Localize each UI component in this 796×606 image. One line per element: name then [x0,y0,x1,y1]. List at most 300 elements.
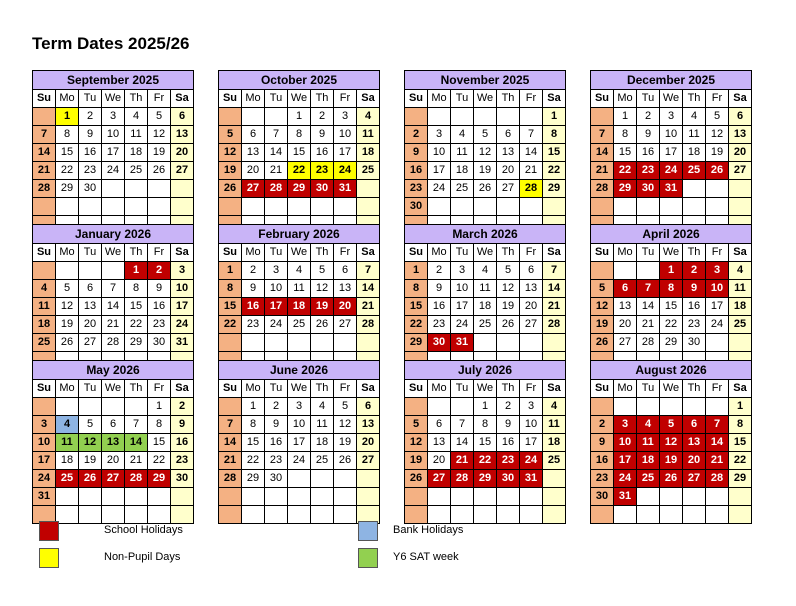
empty-day-cell [125,198,148,216]
empty-day-cell [591,262,614,280]
day-cell: 8 [729,416,752,434]
day-cell: 4 [125,108,148,126]
day-cell: 10 [614,434,637,452]
empty-day-cell [265,488,288,506]
weekday-header: Su [219,90,242,108]
day-cell: 6 [683,416,706,434]
empty-day-cell [288,506,311,524]
day-cell: 19 [311,298,334,316]
day-cell: 27 [242,180,265,198]
empty-day-cell [357,334,380,352]
day-cell: 13 [79,298,102,316]
day-cell: 22 [729,452,752,470]
day-cell: 14 [543,280,566,298]
day-cell: 25 [683,162,706,180]
day-cell: 5 [497,262,520,280]
day-cell: 14 [265,144,288,162]
day-cell: 4 [451,126,474,144]
day-cell: 20 [497,162,520,180]
day-cell: 2 [148,262,171,280]
empty-day-cell [706,180,729,198]
weekday-header: Th [497,90,520,108]
day-cell: 10 [520,416,543,434]
day-cell: 15 [219,298,242,316]
empty-day-cell [311,334,334,352]
day-cell: 3 [428,126,451,144]
empty-day-cell [171,198,194,216]
empty-day-cell [591,506,614,524]
day-cell: 20 [683,452,706,470]
day-cell: 24 [102,162,125,180]
day-cell: 11 [729,280,752,298]
weekday-header: We [288,244,311,262]
day-cell: 27 [428,470,451,488]
day-cell: 28 [637,334,660,352]
day-cell: 14 [219,434,242,452]
empty-day-cell [591,198,614,216]
weekday-header: We [660,244,683,262]
day-cell: 7 [706,416,729,434]
day-cell: 8 [219,280,242,298]
day-cell: 1 [125,262,148,280]
empty-day-cell [242,198,265,216]
day-cell: 30 [428,334,451,352]
day-cell: 7 [591,126,614,144]
empty-day-cell [474,334,497,352]
empty-day-cell [171,488,194,506]
day-cell: 20 [79,316,102,334]
day-cell: 3 [334,108,357,126]
day-cell: 13 [334,280,357,298]
weekday-header: Tu [265,380,288,398]
day-cell: 28 [125,470,148,488]
empty-day-cell [706,198,729,216]
weekday-header: Mo [56,380,79,398]
day-cell: 23 [428,316,451,334]
day-cell: 14 [637,298,660,316]
empty-day-cell [56,198,79,216]
day-cell: 23 [683,316,706,334]
day-cell: 23 [171,452,194,470]
day-cell: 5 [405,416,428,434]
empty-day-cell [474,506,497,524]
day-cell: 10 [334,126,357,144]
empty-day-cell [56,488,79,506]
day-cell: 30 [311,180,334,198]
day-cell: 19 [474,162,497,180]
weekday-header: Sa [357,380,380,398]
day-cell: 20 [614,316,637,334]
day-cell: 9 [171,416,194,434]
day-cell: 23 [405,180,428,198]
empty-day-cell [451,108,474,126]
empty-day-cell [33,198,56,216]
day-cell: 25 [637,470,660,488]
month-title: April 2026 [591,225,752,244]
empty-day-cell [334,506,357,524]
day-cell: 8 [474,416,497,434]
day-cell: 13 [520,280,543,298]
day-cell: 29 [56,180,79,198]
empty-day-cell [334,488,357,506]
weekday-header: Mo [242,244,265,262]
day-cell: 27 [497,180,520,198]
weekday-header: Tu [79,380,102,398]
empty-day-cell [288,488,311,506]
empty-day-cell [405,108,428,126]
day-cell: 13 [242,144,265,162]
day-cell: 4 [357,108,380,126]
day-cell: 9 [148,280,171,298]
day-cell: 28 [520,180,543,198]
day-cell: 13 [428,434,451,452]
day-cell: 17 [33,452,56,470]
day-cell: 9 [311,126,334,144]
day-cell: 28 [543,316,566,334]
day-cell: 22 [543,162,566,180]
day-cell: 15 [242,434,265,452]
empty-day-cell [706,506,729,524]
day-cell: 30 [79,180,102,198]
empty-day-cell [125,488,148,506]
day-cell: 31 [614,488,637,506]
day-cell: 21 [637,316,660,334]
empty-day-cell [102,198,125,216]
weekday-header: We [288,380,311,398]
empty-day-cell [683,488,706,506]
day-cell: 2 [242,262,265,280]
day-cell: 11 [451,144,474,162]
day-cell: 19 [497,298,520,316]
empty-day-cell [614,262,637,280]
month-title: December 2025 [591,71,752,90]
day-cell: 13 [729,126,752,144]
day-cell: 9 [428,280,451,298]
empty-day-cell [334,334,357,352]
day-cell: 14 [102,298,125,316]
day-cell: 25 [357,162,380,180]
weekday-header: Fr [706,380,729,398]
day-cell: 10 [288,416,311,434]
day-cell: 24 [451,316,474,334]
day-cell: 26 [497,316,520,334]
month-calendar [404,70,566,234]
weekday-header: Fr [706,244,729,262]
day-cell: 14 [591,144,614,162]
empty-day-cell [497,488,520,506]
day-cell: 2 [637,108,660,126]
day-cell: 12 [311,280,334,298]
day-cell: 8 [148,416,171,434]
empty-day-cell [357,198,380,216]
day-cell: 7 [543,262,566,280]
day-cell: 15 [543,144,566,162]
weekday-header: Mo [242,90,265,108]
day-cell: 23 [637,162,660,180]
day-cell: 4 [543,398,566,416]
empty-day-cell [405,398,428,416]
day-cell: 20 [102,452,125,470]
empty-day-cell [520,506,543,524]
day-cell: 18 [683,144,706,162]
day-cell: 5 [334,398,357,416]
day-cell: 1 [614,108,637,126]
day-cell: 28 [357,316,380,334]
day-cell: 6 [334,262,357,280]
weekday-header: We [102,380,125,398]
month-title: June 2026 [219,361,380,380]
empty-day-cell [660,198,683,216]
empty-day-cell [311,470,334,488]
day-cell: 4 [288,262,311,280]
day-cell: 17 [265,298,288,316]
day-cell: 15 [474,434,497,452]
empty-day-cell [288,334,311,352]
day-cell: 24 [520,452,543,470]
day-cell: 28 [219,470,242,488]
day-cell: 17 [102,144,125,162]
day-cell: 12 [474,144,497,162]
weekday-header: Mo [614,90,637,108]
day-cell: 15 [56,144,79,162]
day-cell: 14 [706,434,729,452]
day-cell: 14 [33,144,56,162]
day-cell: 29 [405,334,428,352]
day-cell: 18 [33,316,56,334]
day-cell: 5 [311,262,334,280]
day-cell: 17 [451,298,474,316]
day-cell: 19 [591,316,614,334]
day-cell: 9 [683,280,706,298]
day-cell: 30 [637,180,660,198]
day-cell: 7 [520,126,543,144]
day-cell: 29 [288,180,311,198]
weekday-header: We [474,90,497,108]
day-cell: 19 [148,144,171,162]
day-cell: 2 [591,416,614,434]
day-cell: 18 [288,298,311,316]
day-cell: 18 [311,434,334,452]
day-cell: 16 [405,162,428,180]
day-cell: 3 [265,262,288,280]
day-cell: 22 [242,452,265,470]
day-cell: 31 [451,334,474,352]
day-cell: 5 [148,108,171,126]
empty-day-cell [79,506,102,524]
day-cell: 22 [148,452,171,470]
day-cell: 18 [474,298,497,316]
day-cell: 23 [148,316,171,334]
empty-day-cell [497,198,520,216]
weekday-header: Sa [357,244,380,262]
day-cell: 15 [405,298,428,316]
day-cell: 21 [357,298,380,316]
weekday-header: Th [311,90,334,108]
day-cell: 29 [614,180,637,198]
empty-day-cell [311,506,334,524]
day-cell: 20 [357,434,380,452]
day-cell: 2 [79,108,102,126]
day-cell: 30 [591,488,614,506]
empty-day-cell [219,108,242,126]
day-cell: 26 [148,162,171,180]
day-cell: 11 [311,416,334,434]
day-cell: 24 [428,180,451,198]
day-cell: 23 [497,452,520,470]
empty-day-cell [102,488,125,506]
day-cell: 22 [474,452,497,470]
day-cell: 12 [706,126,729,144]
month-title: September 2025 [33,71,194,90]
day-cell: 24 [614,470,637,488]
day-cell: 22 [614,162,637,180]
day-cell: 4 [311,398,334,416]
day-cell: 1 [729,398,752,416]
weekday-header: Tu [637,244,660,262]
day-cell: 9 [637,126,660,144]
empty-day-cell [171,506,194,524]
day-cell: 6 [357,398,380,416]
day-cell: 23 [242,316,265,334]
day-cell: 20 [428,452,451,470]
day-cell: 15 [148,434,171,452]
day-cell: 13 [102,434,125,452]
weekday-header: Tu [451,380,474,398]
empty-day-cell [706,488,729,506]
day-cell: 10 [706,280,729,298]
weekday-header: Tu [637,380,660,398]
month-calendar [218,360,380,524]
day-cell: 1 [242,398,265,416]
empty-day-cell [242,506,265,524]
month-title: November 2025 [405,71,566,90]
month-calendar [590,224,752,370]
day-cell: 3 [520,398,543,416]
day-cell: 3 [288,398,311,416]
day-cell: 3 [33,416,56,434]
day-cell: 3 [102,108,125,126]
day-cell: 20 [171,144,194,162]
day-cell: 7 [357,262,380,280]
day-cell: 6 [171,108,194,126]
day-cell: 2 [428,262,451,280]
day-cell: 16 [497,434,520,452]
day-cell: 21 [33,162,56,180]
weekday-header: Tu [451,90,474,108]
weekday-header: Fr [520,380,543,398]
weekday-header: Su [219,244,242,262]
day-cell: 6 [79,280,102,298]
day-cell: 14 [357,280,380,298]
weekday-header: Th [497,380,520,398]
day-cell: 27 [729,162,752,180]
weekday-header: Su [219,380,242,398]
day-cell: 4 [729,262,752,280]
empty-day-cell [56,262,79,280]
empty-day-cell [334,198,357,216]
empty-day-cell [474,488,497,506]
empty-day-cell [334,470,357,488]
weekday-header: Sa [729,244,752,262]
empty-day-cell [125,506,148,524]
empty-day-cell [265,108,288,126]
month-title: October 2025 [219,71,380,90]
day-cell: 11 [56,434,79,452]
weekday-header: Mo [56,90,79,108]
day-cell: 5 [474,126,497,144]
empty-day-cell [405,488,428,506]
day-cell: 6 [520,262,543,280]
day-cell: 17 [706,298,729,316]
day-cell: 3 [451,262,474,280]
empty-day-cell [288,198,311,216]
day-cell: 7 [265,126,288,144]
day-cell: 29 [125,334,148,352]
day-cell: 14 [520,144,543,162]
day-cell: 28 [102,334,125,352]
empty-day-cell [683,398,706,416]
weekday-header: Th [311,380,334,398]
day-cell: 10 [428,144,451,162]
day-cell: 17 [334,144,357,162]
empty-day-cell [520,334,543,352]
month-calendar [32,224,194,370]
empty-day-cell [148,506,171,524]
empty-day-cell [497,506,520,524]
legend-swatch-non-pupil-days [39,548,59,568]
day-cell: 19 [334,434,357,452]
day-cell: 11 [357,126,380,144]
day-cell: 10 [451,280,474,298]
day-cell: 28 [706,470,729,488]
empty-day-cell [357,488,380,506]
month-calendar [404,224,566,370]
weekday-header: We [660,90,683,108]
weekday-header: Su [591,90,614,108]
day-cell: 4 [637,416,660,434]
weekday-header: Mo [614,244,637,262]
empty-day-cell [102,262,125,280]
day-cell: 5 [660,416,683,434]
weekday-header: Fr [520,244,543,262]
day-cell: 14 [451,434,474,452]
day-cell: 19 [79,452,102,470]
day-cell: 3 [660,108,683,126]
day-cell: 15 [729,434,752,452]
day-cell: 21 [265,162,288,180]
day-cell: 25 [543,452,566,470]
empty-day-cell [706,334,729,352]
day-cell: 31 [660,180,683,198]
weekday-header: Tu [451,244,474,262]
weekday-header: Sa [729,90,752,108]
day-cell: 23 [79,162,102,180]
weekday-header: Fr [148,244,171,262]
day-cell: 17 [660,144,683,162]
day-cell: 16 [265,434,288,452]
day-cell: 26 [311,316,334,334]
day-cell: 16 [79,144,102,162]
weekday-header: Su [591,380,614,398]
month-calendar [32,70,194,234]
day-cell: 18 [729,298,752,316]
day-cell: 5 [591,280,614,298]
month-title: January 2026 [33,225,194,244]
weekday-header: Sa [543,90,566,108]
day-cell: 26 [474,180,497,198]
day-cell: 5 [706,108,729,126]
empty-day-cell [451,198,474,216]
